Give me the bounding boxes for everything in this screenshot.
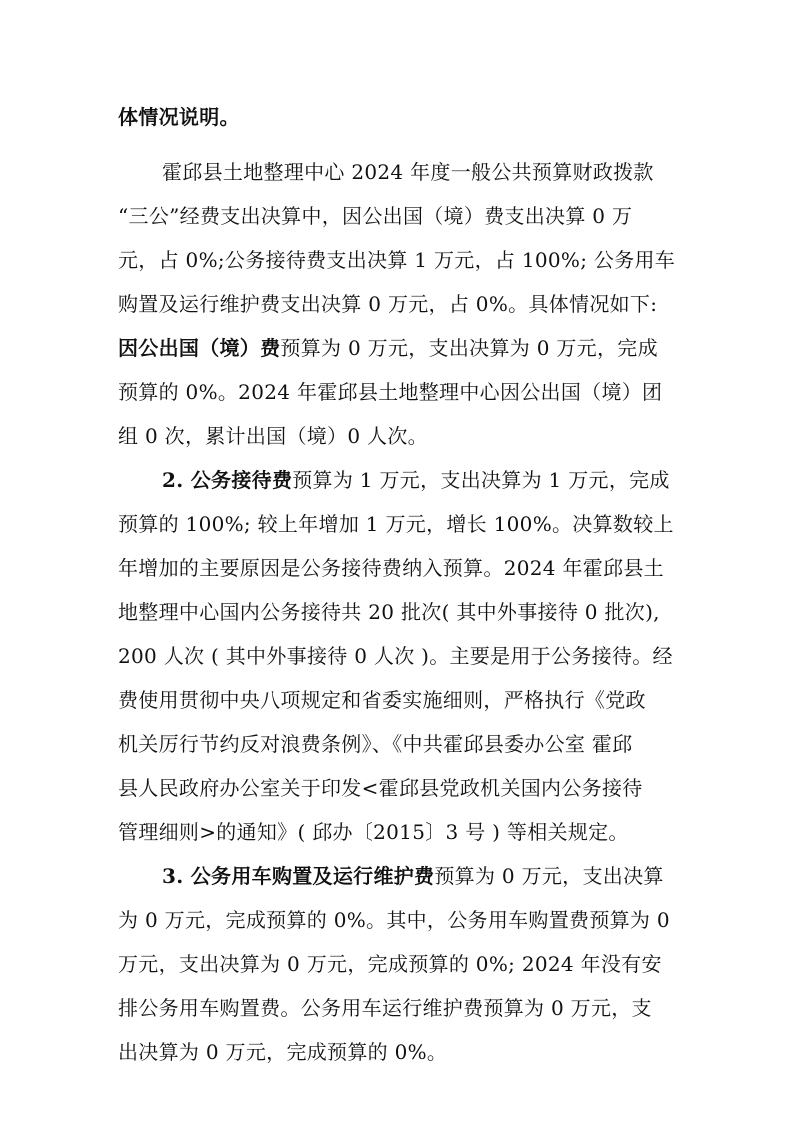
- text-line: 预算的 0%。2024 年霍邱县土地整理中心因公出国（境）团: [118, 380, 663, 404]
- text-line: 出决算为 0 万元，完成预算的 0%。: [118, 1040, 448, 1064]
- text-line: 县人民政府办公室关于印发<霍邱县党政机关国内公务接待: [118, 776, 643, 800]
- text-span: 预算为 0 万元，支出决算: [434, 864, 664, 888]
- text-line: 霍邱县土地整理中心 2024 年度一般公共预算财政拨款: [162, 160, 654, 184]
- text-span: 预算为 1 万元，支出决算为 1 万元，完成: [292, 468, 670, 492]
- text-line: 万元，支出决算为 0 万元，完成预算的 0%; 2024 年没有安: [118, 952, 662, 976]
- paragraph-overseas: [118, 326, 676, 458]
- text-span: 预算为 0 万元，支出决算为 0 万元，完成: [280, 336, 658, 360]
- text-line: 机关厉行节约反对浪费条例》、《中共霍邱县委办公室 霍邱: [118, 732, 633, 756]
- paragraph-reception: [118, 458, 676, 854]
- text-line: 地整理中心国内公务接待共 20 批次( 其中外事接待 0 批次),: [118, 600, 660, 624]
- text-line: 组 0 次，累计出国（境）0 人次。: [118, 424, 428, 448]
- text-line: 管理细则>的通知》( 邱办〔2015〕3 号 ) 等相关规定。: [118, 820, 629, 844]
- overseas-heading: 因公出国（境）费: [118, 336, 281, 360]
- text-line: “三公”经费支出决算中，因公出国（境）费支出决算 0 万: [118, 204, 633, 228]
- text-line: 年增加的主要原因是公务接待费纳入预算。2024 年霍邱县土: [118, 556, 664, 580]
- text-line: 200 人次 ( 其中外事接待 0 人次 )。主要是用于公务接待。经: [118, 644, 673, 668]
- text-line: [118, 458, 676, 502]
- text-line: 排公务用车购置费。公务用车运行维护费预算为 0 万元，支: [118, 996, 652, 1020]
- text-line: 购置及运行维护费支出决算 0 万元，占 0%。具体情况如下:: [118, 292, 658, 316]
- reception-heading: 2. 公务接待费: [162, 468, 293, 492]
- text-line: 元，占 0%;公务接待费支出决算 1 万元，占 100%; 公务用车: [118, 248, 676, 272]
- text-line: [118, 326, 676, 370]
- paragraph-summary: [118, 150, 676, 326]
- text-line: 为 0 万元，完成预算的 0%。其中，公务用车购置费预算为 0: [118, 908, 670, 932]
- document-page: [118, 95, 676, 1074]
- text-line: 费使用贯彻中央八项规定和省委实施细则，严格执行《党政: [118, 688, 646, 712]
- text-line: 预算的 100%; 较上年增加 1 万元，增长 100%。决算数较上: [118, 512, 674, 536]
- text-line: [118, 854, 676, 898]
- paragraph-vehicles: [118, 854, 676, 1074]
- vehicles-heading: 3. 公务用车购置及运行维护费: [162, 864, 435, 888]
- section-title: 体情况说明。: [118, 105, 240, 129]
